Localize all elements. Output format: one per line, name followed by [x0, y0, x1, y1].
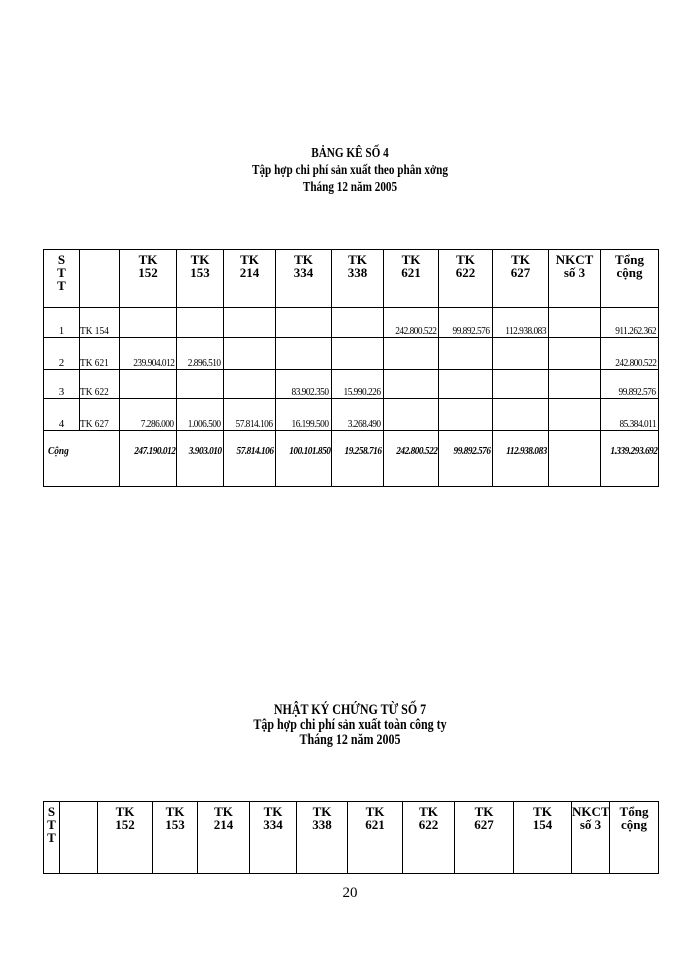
table2-col-header: TK 214	[198, 802, 250, 874]
row-stt: 2	[44, 338, 80, 370]
row-value: 112.938.083	[493, 308, 549, 338]
row-value	[384, 370, 439, 399]
row-stt: 3	[44, 370, 80, 399]
table2	[43, 801, 659, 874]
table2-col-header: TK 152	[98, 802, 153, 874]
table-row	[44, 370, 659, 399]
row-stt: 4	[44, 399, 80, 431]
table1	[43, 249, 659, 487]
total-value: 242.800.522	[384, 431, 439, 487]
row-value: 242.800.522	[384, 308, 439, 338]
row-value: 99.892.576	[439, 308, 493, 338]
table2-subtitle: Tập hợp chi phí sản xuất toàn công ty	[253, 717, 447, 733]
table2-col-header: TK 627	[455, 802, 514, 874]
table2-col-header: TK 154	[514, 802, 572, 874]
row-value	[332, 338, 384, 370]
row-value	[384, 338, 439, 370]
table1-col-header: TK 627	[493, 250, 549, 308]
row-total: 911.262.362	[601, 308, 659, 338]
table1-header-row	[44, 250, 659, 308]
total-value	[549, 431, 601, 487]
total-value: 112.938.083	[493, 431, 549, 487]
row-total: 99.892.576	[601, 370, 659, 399]
row-value: 7.286.000	[120, 399, 177, 431]
row-stt: 1	[44, 308, 80, 338]
row-value	[439, 399, 493, 431]
row-account: TK 154	[80, 308, 120, 338]
row-value	[276, 308, 332, 338]
row-value	[332, 308, 384, 338]
table2-title-block	[0, 703, 700, 748]
row-value: 16.199.500	[276, 399, 332, 431]
row-account: TK 622	[80, 370, 120, 399]
total-value: 100.101.850	[276, 431, 332, 487]
row-value	[276, 338, 332, 370]
table1-account-header	[80, 250, 120, 308]
table1-title-block	[0, 145, 700, 196]
table-row	[44, 338, 659, 370]
row-total: 85.384.011	[601, 399, 659, 431]
row-value	[224, 308, 276, 338]
row-value	[177, 308, 224, 338]
row-value	[439, 370, 493, 399]
table-row	[44, 308, 659, 338]
row-value	[384, 399, 439, 431]
total-label: Cộng	[44, 431, 120, 487]
total-value: 247.190.012	[120, 431, 177, 487]
table2-col-header: TK 338	[297, 802, 348, 874]
row-value	[493, 338, 549, 370]
row-value: 239.904.012	[120, 338, 177, 370]
grand-total-value: 1.339.293.692	[601, 431, 659, 487]
table1-period: Tháng 12 năm 2005	[302, 180, 398, 195]
row-value: 3.268.490	[332, 399, 384, 431]
row-value: 15.990.226	[332, 370, 384, 399]
table1-col-header: TK 338	[332, 250, 384, 308]
row-value	[549, 308, 601, 338]
row-value	[549, 399, 601, 431]
row-value: 57.814.106	[224, 399, 276, 431]
row-value	[493, 370, 549, 399]
row-value	[439, 338, 493, 370]
table2-title: NHẬT KÝ CHỨNG TỪ SỐ 7	[273, 702, 427, 718]
table1-col-header: TK 214	[224, 250, 276, 308]
table1-subtitle: Tập hợp chi phí sản xuất theo phân xởng	[251, 163, 449, 178]
row-value: 1.006.500	[177, 399, 224, 431]
table2-col-header: NKCT số 3	[572, 802, 610, 874]
table1-stt-header: S T T	[44, 250, 80, 308]
row-value	[177, 370, 224, 399]
table1-col-header: Tổng cộng	[601, 250, 659, 308]
table2-col-header: TK 622	[403, 802, 455, 874]
row-value	[224, 338, 276, 370]
page-number: 20	[342, 885, 358, 901]
total-value: 99.892.576	[439, 431, 493, 487]
table-row	[44, 399, 659, 431]
table1-col-header: TK 152	[120, 250, 177, 308]
table1-col-header: TK 622	[439, 250, 493, 308]
table1-title: BẢNG KÊ SỐ 4	[311, 146, 389, 161]
table1-col-header: TK 153	[177, 250, 224, 308]
row-value	[493, 399, 549, 431]
row-total: 242.800.522	[601, 338, 659, 370]
table2-period: Tháng 12 năm 2005	[299, 732, 401, 748]
row-value	[120, 308, 177, 338]
row-value	[549, 338, 601, 370]
row-value	[120, 370, 177, 399]
table2-col-header: TK 621	[348, 802, 403, 874]
table1-total-row	[44, 431, 659, 487]
table2-col-header: TK 334	[250, 802, 297, 874]
table1-col-header: NKCT số 3	[549, 250, 601, 308]
row-value: 2.896.510	[177, 338, 224, 370]
table1-col-header: TK 621	[384, 250, 439, 308]
total-value: 3.903.010	[177, 431, 224, 487]
total-value: 57.814.106	[224, 431, 276, 487]
table2-col-header: TK 153	[153, 802, 198, 874]
row-account: TK 627	[80, 399, 120, 431]
row-value	[224, 370, 276, 399]
table2-account-header	[60, 802, 98, 874]
table2-header-row	[44, 802, 659, 874]
table1-col-header: TK 334	[276, 250, 332, 308]
row-account: TK 621	[80, 338, 120, 370]
table2-stt-header: S T T	[44, 802, 60, 874]
table2-col-header: Tổng cộng	[610, 802, 659, 874]
row-value	[549, 370, 601, 399]
row-value: 83.902.350	[276, 370, 332, 399]
total-value: 19.258.716	[332, 431, 384, 487]
